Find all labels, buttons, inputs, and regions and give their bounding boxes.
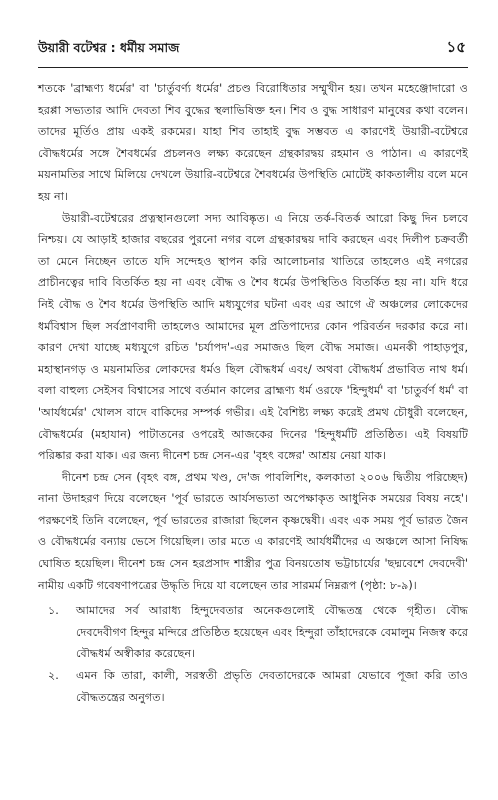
page-body [38, 78, 468, 708]
header-rule [38, 67, 468, 68]
page-number: ১৫ [446, 38, 466, 56]
list-number: ২. [48, 669, 59, 683]
running-title: উয়ারী বটেশ্বর : ধর্মীয় সমাজ [38, 40, 180, 55]
list-number: ১. [48, 604, 59, 618]
list-item [38, 600, 468, 665]
list-item [38, 665, 468, 708]
list-text: আমাদের সর্ব আরাধ্য হিন্দুদেবতার অনেকগুলোই বৌদ্ধতন্ত্র থেকে গৃহীত। বৌদ্ধ দেবদেবীগণ হিন্দুর মন্দিরে প্রতিষ্ঠিত হয়েছেন এবং হিন্দুরা তাঁহাদেরকে বেমালুম নিজস্ব করে বৌদ্ধধর্ম অস্বীকার করেছেন। [76, 604, 468, 661]
paragraph: দীনেশ চন্দ্র সেন (বৃহৎ বঙ্গ, প্রথম খণ্ড, দে'জ পাবলিশিং, কলকাতা ২০০৬ দ্বিতীয় পরিচ্ছেদ) নানা উদাহরণ দিয়ে বলেছেন 'পূর্ব ভারতে আর্যসভ্যতা অপেক্ষাকৃত আধুনিক সময়ের বিষয় নহে'। পরক্ষণেই তিনি বলেছেন, পূর্ব ভারতের রাজারা ছিলেন কৃষ্ণদ্বেষী। এবং এক সময় পূর্ব ভারত জৈন ও বৌদ্ধধর্মের বন্যায় ভেসে গিয়েছিল। তার মতে এ কারণেই আর্যধর্মীদের এ অঞ্চলে আসা নিষিদ্ধ ঘোষিত হয়েছিল। দীনেশ চন্দ্র সেন হরপ্রসাদ শাস্ত্রীর পুত্র বিনয়তোষ ভট্টাচার্যের 'ছদ্মবেশে দেবদেবী' নামীয় একটি গবেষণাপত্রের উদ্ধৃতি দিয়ে যা বলেছেন তার সারমর্ম নিম্নরূপ (পৃষ্ঠা: ৮-৯)। [38, 470, 468, 592]
page-header [38, 36, 468, 61]
paragraph-continuation: শতকে 'ব্রাহ্মণ্য ধর্মের' বা 'চার্তুবর্ণ্য ধর্মের' প্রচণ্ড বিরোধিতার সম্মুখীন হয়। তখন মহেঞ্জোদারো ও হরপ্পা সভ্যতার আদি দেবতা শিব বুদ্ধের স্থলাভিষিক্ত হন। শিব ও বুদ্ধ সাধারণ মানুষের কথা বলেন। তাদের মূর্তিও প্রায় একই রকমের। যাহা শিব তাহাই বুদ্ধ সম্ভবত এ কারণেই উয়ারী-বটেশ্বরে বৌদ্ধধর্মের সঙ্গে শৈবধর্মের প্রচলনও লক্ষ্য করেছেন গ্রন্থকারদ্বয় রহমান ও পাঠান। এ কারণেই ময়নামতির সাথে মিলিয়ে দেখলে উয়ারি-বটেশ্বরে শৈবধর্মের উপস্থিতি মোটেই কাকতালীয় বলে মনে হয় না। [38, 82, 468, 203]
paragraph: উয়ারী-বটেশ্বরের প্রত্নস্থানগুলো সদ্য আবিষ্কৃত। এ নিয়ে তর্ক-বিতর্ক আরো কিছু দিন চলবে নিশ্চয়। যে আড়াই হাজার বছরের পুরনো নগর বলে গ্রন্থকারদ্বয় দাবি করছেন এবং দিলীপ চক্রবর্তী তা মেনে নিচ্ছেন তাতে যদি সন্দেহও স্থাপন করি আলোচনার খাতিরে তাহলেও এই নগরের প্রাচীনত্বের দাবি বিতর্কিত হয় না এবং বৌদ্ধ ও শৈব ধর্মের উপস্থিতিও বিতর্কিত হয় না। যদি ধরে নিই বৌদ্ধ ও শৈব ধর্মের উপস্থিতি আদি মধ্যযুগের ঘটনা এবং এর আগে ঐ অঞ্চলের লোকেদের ধর্মবিশ্বাস ছিল সর্বপ্রাণবাদী তাহলেও আমাদের মূল প্রতিপাদ্যের কোন পরিবর্তন দরকার করে না। কারণ দেখা যাচ্ছে মধ্যযুগে রচিত 'চর্যাপদ'-এর সমাজও ছিল বৌদ্ধ সমাজ। এমনকী পাহাড়পুর, মহাস্থানগড় ও ময়নামতির লোকদের ধর্মও ছিল বৌদ্ধধর্ম এবং/ অথবা বৌদ্ধধর্ম প্রভাবিত নাথ ধর্ম। বলা বাহুল্য সেইসব বিশ্বাসের সাথে বর্তমান কালের ব্রাহ্মণ্য ধর্ম ওরফে 'হিন্দুধর্ম' বা 'চাতুর্বর্ণ ধর্ম' বা 'আর্যধর্মের' খোলস বাদে বাকিদের সম্পর্ক গভীর। এই বৈশিষ্ট্য লক্ষ্য করেই প্রমথ চৌধুরী বলেছেন, বৌদ্ধধর্মের (মহাযান) পাটাতনের ওপরেই আজকের দিনের 'হিন্দুধর্মটি প্রতিষ্ঠিত। এই বিষয়টি পরিষ্কার করা যাক। এর জন্য দীনেশ চন্দ্র সেন-এর 'বৃহৎ বঙ্গের' আশ্রয় নেয়া যাক। [38, 211, 468, 463]
list-text: এমন কি তারা, কালী, সরস্বতী প্রভৃতি দেবতাদেরকে আমরা যেভাবে পূজা করি তাও বৌদ্ধতন্ত্রের অনুগত। [76, 669, 468, 704]
numbered-list [38, 600, 468, 708]
